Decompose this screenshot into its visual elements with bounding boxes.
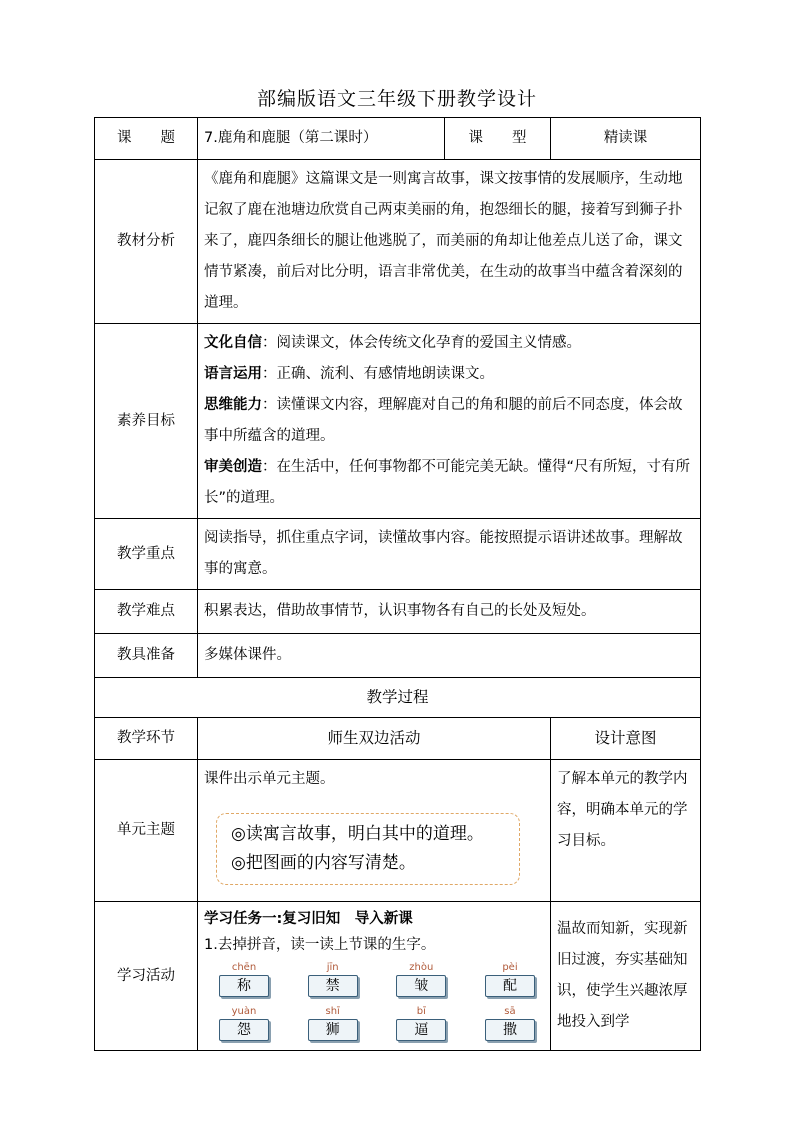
unit-theme-box [216,813,520,885]
header-row [95,118,701,160]
pinyin: zhòu [409,962,434,973]
activity-cell [198,902,551,1051]
unit-theme-line: ◎读寓言故事，明白其中的道理。 [231,824,484,844]
goals-row [95,324,701,519]
goals-label: 素养目标 [95,324,198,519]
activity-row [95,902,701,1051]
col-activity: 师生双边活动 [198,718,551,760]
character: 称 [219,975,269,997]
col-stage: 教学环节 [95,718,198,760]
analysis-label: 教材分析 [95,160,198,324]
lesson-plan-table [94,117,701,1051]
goal-item: 文化自信：阅读课文，体会传统文化孕育的爱国主义情感。 [204,335,581,351]
pinyin: shī [325,1006,340,1017]
char-cards-row-1 [204,958,544,1002]
type-value: 精读课 [551,118,701,160]
materials-text: 多媒体课件。 [198,634,701,678]
course-label: 课 题 [95,118,198,160]
char-card [395,962,447,1000]
character: 配 [485,975,535,997]
process-title: 教学过程 [95,678,701,718]
char-card [307,1006,359,1044]
page-title: 部编版语文三年级下册教学设计 [256,88,537,110]
process-header-row [95,718,701,760]
character: 怨 [219,1019,269,1041]
pinyin: bī [416,1006,426,1017]
unit-intro: 课件出示单元主题。 [204,771,335,787]
task-heading: 学习任务一:复习旧知 导入新课 [204,911,413,927]
difficulties-text: 积累表达，借助故事情节，认识事物各有自己的长处及短处。 [198,590,701,634]
unit-row [95,760,701,902]
pinyin: jīn [326,962,339,973]
goal-item: 审美创造：在生活中，任何事物都不可能完美无缺。懂得“尺有所短，寸有所长”的道理。 [204,459,691,506]
activity-intent: 温故而知新，实现新旧过渡，夯实基础知识，使学生兴趣浓厚地投入到学 [551,902,701,1051]
analysis-row [95,160,701,324]
unit-cell [198,760,551,902]
char-card [218,962,270,1000]
char-card [307,962,359,1000]
character: 逼 [396,1019,446,1041]
unit-intent: 了解本单元的教学内容，明确本单元的学习目标。 [551,760,701,902]
character: 皱 [396,975,446,997]
unit-label: 单元主题 [95,760,198,902]
char-card [484,1006,536,1044]
process-title-row [95,678,701,718]
unit-theme-line: ◎把图画的内容写清楚。 [231,853,416,873]
character: 撒 [485,1019,535,1041]
difficulties-label: 教学难点 [95,590,198,634]
pinyin: sā [504,1006,516,1017]
char-card [484,962,536,1000]
goal-item: 思维能力：读懂课文内容，理解鹿对自己的角和腿的前后不同态度，体会故事中所蕴含的道理。 [204,397,683,444]
difficulties-row [95,590,701,634]
char-cards-row-2 [204,1002,544,1046]
goal-item: 语言运用：正确、流利、有感情地朗读课文。 [204,366,494,382]
key-points-text: 阅读指导，抓住重点字词，读懂故事内容。能按照提示语讲述故事。理解故事的寓意。 [198,519,701,590]
char-card [395,1006,447,1044]
task-step: 1.去掉拼音，读一读上节课的生字。 [204,937,436,953]
character: 禁 [308,975,358,997]
character: 狮 [308,1019,358,1041]
pinyin: yuàn [231,1006,257,1017]
goals-cell [198,324,701,519]
analysis-text: 《鹿角和鹿腿》这篇课文是一则寓言故事，课文按事情的发展顺序，生动地记叙了鹿在池塘边欣赏自己两束美丽的角，抱怨细长的腿，接着写到狮子扑来了，鹿四条细长的腿让他逃脱了，而美丽的角却让他差点儿送了命，课文情节紧凑，前后对比分明，语言非常优美，在生动的故事当中蕴含着深刻的道理。 [198,160,701,324]
char-card [218,1006,270,1044]
pinyin: pèi [502,962,518,973]
key-points-label: 教学重点 [95,519,198,590]
materials-label: 教具准备 [95,634,198,678]
type-label: 课 型 [445,118,551,160]
materials-row [95,634,701,678]
pinyin: chēn [231,962,257,973]
key-points-row [95,519,701,590]
course-value: 7.鹿角和鹿腿（第二课时） [198,118,445,160]
col-intent: 设计意图 [551,718,701,760]
activity-label: 学习活动 [95,902,198,1051]
